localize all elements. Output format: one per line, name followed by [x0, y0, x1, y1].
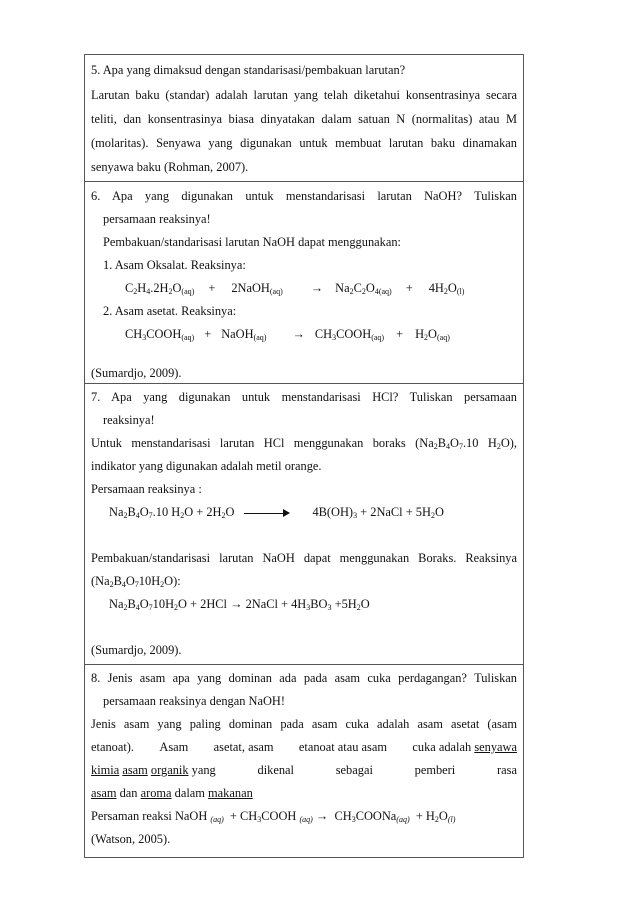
citation: (Sumardjo, 2009). [91, 643, 182, 657]
answer-5-line: teliti, dan konsentrasinya biasa dinyatakan dalam satuan N (normalitas) atau M [91, 112, 517, 126]
link-organik[interactable]: organik [150, 763, 189, 777]
question-7-text: 7. Apa yang digunakan untuk menstandarisasi HCl? Tuliskan persamaan [91, 390, 517, 404]
link-aroma[interactable]: aroma [140, 786, 172, 800]
question-7-text: reaksinya! [103, 413, 155, 427]
equation-borax-hcl: $Na_2B_4O_7.10$ $H_2O + 2H_2O$ $4B(OH)_3$ + 2NaCl + $5H_2O$ [109, 505, 444, 520]
link-kimia[interactable]: kimia [91, 763, 120, 777]
answer-5-line: senyawa baku (Rohman, 2007). [91, 160, 249, 174]
question-7-cell [84, 383, 524, 664]
equation-label: Persamaan reaksinya : [91, 482, 202, 496]
question-8-text: 8. Jenis asam apa yang dominan ada pada asam cuka perdagangan? Tuliskan [91, 671, 517, 685]
question-5-cell [84, 54, 524, 181]
answer-6-item-2: 2. Asam asetat. Reaksinya: [103, 304, 237, 318]
equation-acetic-acid: $CH_3COOH_{(aq)}$ + NaOH$_{(aq)}$ → $CH_3COOH_{(aq)} + H_2O_{(aq)}$ [125, 327, 450, 342]
answer-7-line: Pembakuan/standarisasi larutan NaOH dapat menggunakan Boraks. Reaksinya [91, 551, 517, 565]
answer-5-line: Larutan baku (standar) adalah larutan yang telah diketahui konsentrasinya secara [91, 88, 517, 102]
question-5-text: 5. Apa yang dimaksud dengan standarisasi/pembakuan larutan? [91, 63, 406, 77]
question-6-text: 6. Apa yang digunakan untuk menstandarisasi larutan NaOH? Tuliskan [91, 189, 517, 203]
question-8-text: persamaan reaksinya dengan NaOH! [103, 694, 285, 708]
answer-8-line: kimia asam organik yang dikenal sebagai pemberi rasa [91, 763, 517, 777]
equation-naoh-acetic: Persaman reaksi NaOH $_{(aq)} + CH_3COOH$ $_{(aq)} \to CH_3COONa_{(aq)} + H_2O_{(l)}$ [91, 809, 456, 824]
answer-7-line: Untuk menstandarisasi larutan HCl menggunakan boraks ($Na_2B_4O_7.10$ $H_2O$), [91, 436, 517, 451]
equation-borax-hcl-2: $Na_2B_4O_710H_2O + 2HCl$ → 2NaCl + $4H_3BO_3 +5H_2O$ [109, 597, 370, 612]
answer-7-line: indikator yang digunakan adalah metil orange. [91, 459, 322, 473]
answer-8-line: etanoat). Asam asetat, asam etanoat atau asam cuka adalah senyawa [91, 740, 517, 754]
equation-oxalic-acid: $C_2H_4.2H_2O_{(aq)}$ + 2NaOH$_{(aq)}$ → $Na_2C_2O_{4(aq)} + 4H_2O_{(l)}$ [125, 281, 465, 296]
answer-5-line: (molaritas). Senyawa yang digunakan untuk membuat larutan baku dinamakan [91, 136, 517, 150]
question-6-cell [84, 181, 524, 383]
citation: (Watson, 2005). [91, 832, 171, 846]
link-makanan[interactable]: makanan [208, 786, 253, 800]
answer-6-intro: Pembakuan/standarisasi larutan NaOH dapat menggunakan: [103, 235, 401, 249]
answer-7-line: $(Na_2B_4O_710H_2O)$: [91, 574, 181, 589]
link-asam-2[interactable]: asam [91, 786, 117, 800]
answer-6-item-1: 1. Asam Oksalat. Reaksinya: [103, 258, 246, 272]
citation: (Sumardjo, 2009). [91, 366, 182, 380]
question-6-text: persamaan reaksinya! [103, 212, 211, 226]
link-senyawa[interactable]: senyawa [474, 740, 517, 754]
arrow-icon [244, 509, 290, 517]
answer-8-line: Jenis asam yang paling dominan pada asam cuka adalah asam asetat (asam [91, 717, 517, 731]
link-asam[interactable]: asam [122, 763, 148, 777]
answer-8-line: asam dan aroma dalam makanan [91, 786, 253, 800]
question-8-cell [84, 664, 524, 858]
qa-table [84, 54, 524, 858]
